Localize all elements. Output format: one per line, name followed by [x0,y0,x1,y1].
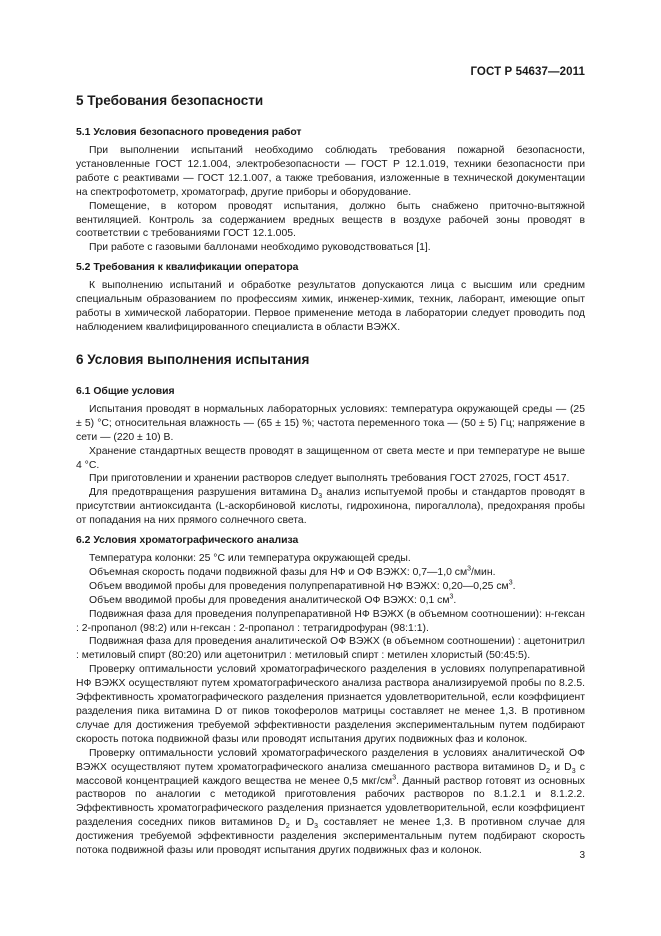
page-number: 3 [579,850,585,861]
section-5-title: 5 Требования безопасности [76,93,264,108]
paragraph: Проверку оптимальности условий хроматографического разделения в условиях аналитической ОФ ВЭЖХ осуществляют путем хроматографического анализа смешанного раствора витаминов $D_2$ и $D_3$ с массовой концентрацией каждого вещества не менее 0,5 мкг/$см^3$. Данный раствор готовят из основных растворов по аналогии с методикой приготовления рабочих растворов по 8.1.2.1 и 8.1.2.2. Эффективность хроматографического разделения признается удовлетворительной, если коэффициент разделения соседних пиков витаминов $D_2$ и $D_3$ составляет не менее 1,3. В противном случае для достижения требуемой эффективности разделения экспериментальным путем подбирают скорость потока подвижной фазы или проводят испытания других подвижных фаз и колонок. [76,747,586,857]
paragraph: Подвижная фаза для проведения аналитической ОФ ВЭЖХ (в объемном соотношении) : ацетонитрил : метиловый спирт (80:20) или ацетонитрил : метиловый спирт : метилен хлористый (50:45:5). [76,636,585,662]
paragraph: Помещение, в котором проводят испытания, должно быть снабжено приточно-вытяжной вентиляцией. Контроль за содержанием вредных веществ в воздухе рабочей зоны проводят в соответствии с требованиями ГОСТ 12.1.005. [76,200,585,240]
paragraph: Хранение стандартных веществ проводят в защищенном от света месте и при температуре не выше 4 °С. [76,445,585,471]
paragraph: Проверку оптимальности условий хроматографического разделения в условиях полупрепаративной НФ ВЭЖХ осуществляют путем хроматографического анализа раствора анализируемой пробы по 8.2.5. Эффективность хроматографического разделения признается удовлетворительной, если коэффициент разделения пика витамина D от пиков токоферолов матрицы составляет не менее 1,3. В противном случае для достижения требуемой эффективности разделения экспериментальным путем подбирают скорость потока подвижной фазы или проводят испытания других подвижных фаз и колонок. [76,664,585,745]
paragraph: Объем вводимой пробы для проведения аналитической ОФ ВЭЖХ: 0,1 $см^3$. [89,593,457,606]
section-6-title: 6 Условия выполнения испытания [76,351,310,367]
paragraph: Объемная скорость подачи подвижной фазы для НФ и ОФ ВЭЖХ: 0,7—1,0 $см^3$/мин. [89,565,496,578]
paragraph: При выполнении испытаний необходимо соблюдать требования пожарной безопасности, установленные ГОСТ 12.1.004, электробезопасности — ГОСТ Р 12.1.019, техники безопасности при работе с реактивами — ГОСТ 12.1.007, а также требования, изложенные в технической документации на спектрофотометр, хроматограф, другие приборы и оборудование. [76,145,585,198]
paragraph: При приготовлении и хранении растворов следует выполнять требования ГОСТ 27025, ГОСТ 4517. [89,473,570,485]
paragraph: Температура колонки: 25 °С или температура окружающей среды. [89,553,411,565]
paragraph: Подвижная фаза для проведения полупрепаративной НФ ВЭЖХ (в объемном соотношении): н-гексан : 2-пропанол (98:2) или н-гексан : 2-пропанол : тетрагидрофуран (98:1:1). [76,608,585,634]
document-code-header: ГОСТ Р 54637—2011 [470,66,585,78]
paragraph: Объем вводимой пробы для проведения полупрепаративной НФ ВЭЖХ: 0,20—0,25 $см^3$. [89,579,516,592]
page-content [76,92,585,858]
paragraph: Испытания проводят в нормальных лабораторных условиях: температура окружающей среды — (25 ± 5) °С; относительная влажность — (65 ± 15) %; частота переменного тока — (50 ± 5) Гц; напряжение в сети — (220 ± 10) В. [76,403,585,443]
paragraph: К выполнению испытаний и обработке результатов допускаются лица с высшим или средним специальным образованием по профессиям химик, инженер-химик, техник, лаборант, имеющие опыт работы в химической лаборатории. Первое применение метода в лаборатории следует проводить под наблюдением квалифицированного специалиста в области ВЭЖХ. [76,280,585,333]
paragraph: При работе с газовыми баллонами необходимо руководствоваться [1]. [89,242,431,254]
subsection-6-1-title: 6.1 Общие условия [76,385,175,397]
subsection-5-1-title: 5.1 Условия безопасного проведения работ [76,127,302,138]
subsection-6-2-title: 6.2 Условия хроматографического анализа [76,535,299,547]
paragraph: Для предотвращения разрушения витамина $D_3$ анализ испытуемой пробы и стандартов проводят в присутствии антиоксиданта (L-аскорбиновой кислоты, гидрохинона, пирогаллола), предохраняя пробы от попадания на них прямого солнечного света. [76,487,586,527]
subsection-5-2-title: 5.2 Требования к квалификации оператора [76,262,299,274]
